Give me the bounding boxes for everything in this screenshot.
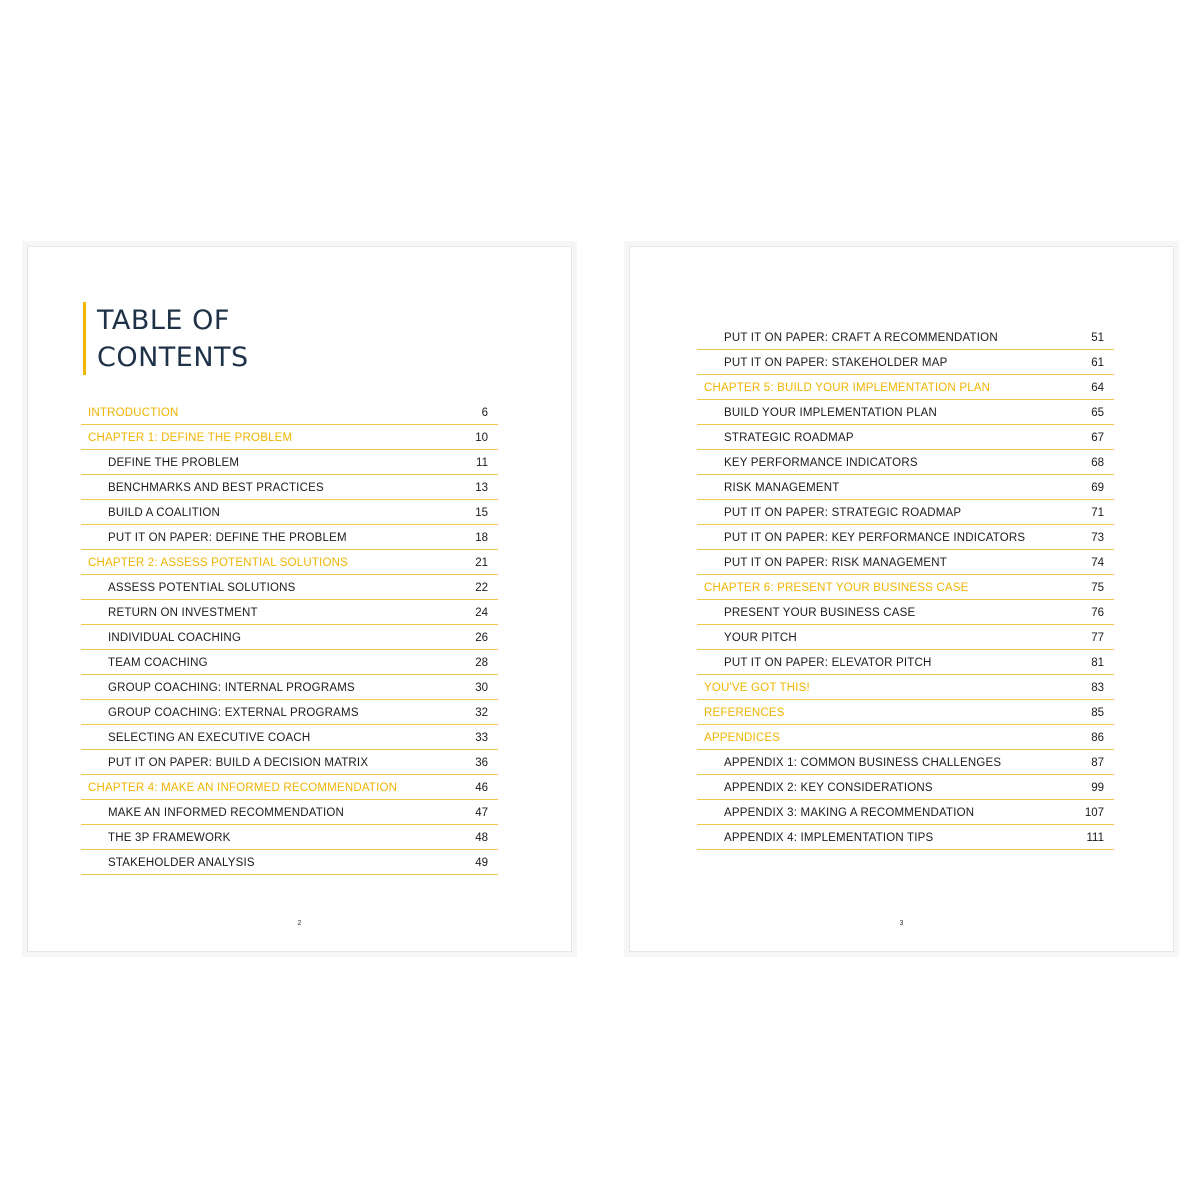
toc-entry-page: 33 [475, 732, 488, 744]
toc-entry-label: YOUR PITCH [724, 632, 797, 644]
toc-entry [81, 750, 498, 775]
toc-entry-label: CHAPTER 4: MAKE AN INFORMED RECOMMENDATION [88, 782, 398, 794]
toc-entry-label: STRATEGIC ROADMAP [724, 432, 854, 444]
toc-entry-label: YOU'VE GOT THIS! [704, 682, 810, 694]
toc-entry-page: 77 [1091, 632, 1104, 644]
toc-entry [697, 650, 1114, 675]
toc-entry [697, 625, 1114, 650]
toc-entry-label: BUILD YOUR IMPLEMENTATION PLAN [724, 407, 938, 419]
toc-entry-page: 69 [1091, 482, 1104, 494]
toc-entry [697, 325, 1114, 350]
toc-entry [697, 800, 1114, 825]
toc-entry-label: BUILD A COALITION [108, 507, 221, 519]
toc-entry-page: 75 [1091, 582, 1104, 594]
toc-entry-page: 87 [1091, 757, 1104, 769]
toc-entry-page: 61 [1091, 357, 1104, 369]
toc-chapter-entry [697, 725, 1114, 750]
toc-entry [697, 500, 1114, 525]
toc-entry-page: 11 [476, 457, 488, 469]
toc-entry-label: PUT IT ON PAPER: ELEVATOR PITCH [724, 657, 932, 669]
toc-entry-page: 15 [475, 507, 488, 519]
toc-entry [81, 525, 498, 550]
toc-entry-page: 32 [475, 707, 488, 719]
toc-entry-label: THE 3P FRAMEWORK [108, 832, 231, 844]
toc-entry [697, 450, 1114, 475]
toc-entry-label: DEFINE THE PROBLEM [108, 457, 240, 469]
toc-entry-label: PUT IT ON PAPER: KEY PERFORMANCE INDICATORS [724, 532, 1026, 544]
toc-entry [697, 350, 1114, 375]
toc-entry-page: 111 [1086, 832, 1104, 844]
right-page [629, 246, 1174, 952]
toc-chapter-entry [81, 425, 498, 450]
title-line-1: TABLE OF [97, 305, 230, 336]
toc-entry-label: INTRODUCTION [88, 407, 179, 419]
toc-entry-page: 99 [1091, 782, 1104, 794]
toc-list-left [81, 400, 498, 875]
toc-entry [81, 650, 498, 675]
toc-entry-page: 67 [1091, 432, 1104, 444]
toc-entry-page: 24 [475, 607, 488, 619]
toc-entry [81, 800, 498, 825]
toc-entry-label: GROUP COACHING: INTERNAL PROGRAMS [108, 682, 355, 694]
toc-entry-label: PUT IT ON PAPER: STAKEHOLDER MAP [724, 357, 948, 369]
toc-entry-page: 26 [475, 632, 488, 644]
toc-entry-label: GROUP COACHING: EXTERNAL PROGRAMS [108, 707, 359, 719]
toc-entry-page: 30 [475, 682, 488, 694]
toc-entry-page: 6 [481, 407, 488, 419]
toc-entry-page: 64 [1091, 382, 1104, 394]
toc-entry [697, 425, 1114, 450]
toc-entry-label: MAKE AN INFORMED RECOMMENDATION [108, 807, 344, 819]
toc-entry [81, 725, 498, 750]
toc-entry-page: 71 [1091, 507, 1104, 519]
toc-entry [697, 750, 1114, 775]
toc-entry-page: 65 [1091, 407, 1104, 419]
toc-entry-page: 18 [475, 532, 488, 544]
toc-entry-label: CHAPTER 1: DEFINE THE PROBLEM [88, 432, 293, 444]
toc-entry [697, 825, 1114, 850]
toc-entry-page: 21 [475, 557, 488, 569]
page-number: 3 [899, 920, 904, 927]
title-line-2: CONTENTS [97, 342, 249, 373]
toc-chapter-entry [81, 400, 498, 425]
toc-entry [81, 575, 498, 600]
toc-entry-label: BENCHMARKS AND BEST PRACTICES [108, 482, 324, 494]
toc-entry-page: 22 [475, 582, 488, 594]
toc-entry-label: INDIVIDUAL COACHING [108, 632, 242, 644]
toc-entry [81, 625, 498, 650]
toc-entry [81, 675, 498, 700]
toc-entry-page: 36 [475, 757, 488, 769]
toc-entry-label: APPENDIX 2: KEY CONSIDERATIONS [724, 782, 933, 794]
toc-entry-page: 49 [475, 857, 488, 869]
toc-entry-label: RETURN ON INVESTMENT [108, 607, 258, 619]
toc-entry-page: 86 [1091, 732, 1104, 744]
toc-entry-page: 47 [475, 807, 488, 819]
toc-entry-label: PUT IT ON PAPER: DEFINE THE PROBLEM [108, 532, 347, 544]
page-number: 2 [297, 920, 302, 927]
toc-entry-page: 51 [1091, 332, 1104, 344]
toc-entry-page: 83 [1091, 682, 1104, 694]
toc-entry [697, 600, 1114, 625]
toc-entry-label: SELECTING AN EXECUTIVE COACH [108, 732, 311, 744]
toc-entry [81, 600, 498, 625]
toc-entry [697, 400, 1114, 425]
toc-entry-page: 76 [1091, 607, 1104, 619]
toc-list-right [697, 325, 1114, 850]
toc-entry-label: APPENDICES [704, 732, 781, 744]
toc-entry-label: APPENDIX 4: IMPLEMENTATION TIPS [724, 832, 934, 844]
toc-entry-label: APPENDIX 1: COMMON BUSINESS CHALLENGES [724, 757, 1002, 769]
toc-entry [697, 550, 1114, 575]
toc-entry-label: CHAPTER 5: BUILD YOUR IMPLEMENTATION PLAN [704, 382, 991, 394]
toc-entry [697, 525, 1114, 550]
toc-entry-label: CHAPTER 2: ASSESS POTENTIAL SOLUTIONS [88, 557, 349, 569]
toc-entry [81, 500, 498, 525]
toc-chapter-entry [81, 775, 498, 800]
toc-chapter-entry [697, 675, 1114, 700]
toc-entry [697, 475, 1114, 500]
toc-entry-label: PUT IT ON PAPER: STRATEGIC ROADMAP [724, 507, 962, 519]
toc-entry [81, 450, 498, 475]
toc-entry-label: REFERENCES [704, 707, 785, 719]
toc-entry-page: 107 [1084, 807, 1104, 819]
toc-entry-page: 81 [1091, 657, 1104, 669]
toc-entry-label: CHAPTER 6: PRESENT YOUR BUSINESS CASE [704, 582, 969, 594]
toc-entry-page: 68 [1091, 457, 1104, 469]
toc-entry-page: 48 [475, 832, 488, 844]
toc-chapter-entry [697, 575, 1114, 600]
toc-entry-label: TEAM COACHING [108, 657, 208, 669]
toc-entry-page: 85 [1091, 707, 1104, 719]
toc-entry-page: 73 [1091, 532, 1104, 544]
toc-entry-page: 13 [475, 482, 488, 494]
left-page [27, 246, 572, 952]
toc-chapter-entry [697, 375, 1114, 400]
toc-entry-label: PUT IT ON PAPER: BUILD A DECISION MATRIX [108, 757, 369, 769]
toc-entry [697, 775, 1114, 800]
toc-entry-label: RISK MANAGEMENT [724, 482, 840, 494]
toc-entry [81, 850, 498, 875]
toc-entry [81, 700, 498, 725]
toc-entry-label: PUT IT ON PAPER: RISK MANAGEMENT [724, 557, 948, 569]
toc-entry-label: ASSESS POTENTIAL SOLUTIONS [108, 582, 296, 594]
toc-entry [81, 475, 498, 500]
toc-entry [81, 825, 498, 850]
toc-entry-page: 28 [475, 657, 488, 669]
toc-chapter-entry [697, 700, 1114, 725]
toc-chapter-entry [81, 550, 498, 575]
toc-title [83, 302, 249, 375]
toc-entry-label: KEY PERFORMANCE INDICATORS [724, 457, 918, 469]
toc-entry-label: PUT IT ON PAPER: CRAFT A RECOMMENDATION [724, 332, 998, 344]
toc-entry-label: PRESENT YOUR BUSINESS CASE [724, 607, 916, 619]
toc-entry-page: 74 [1091, 557, 1104, 569]
toc-entry-page: 46 [475, 782, 488, 794]
toc-entry-label: APPENDIX 3: MAKING A RECOMMENDATION [724, 807, 975, 819]
toc-entry-page: 10 [475, 432, 488, 444]
toc-entry-label: STAKEHOLDER ANALYSIS [108, 857, 255, 869]
